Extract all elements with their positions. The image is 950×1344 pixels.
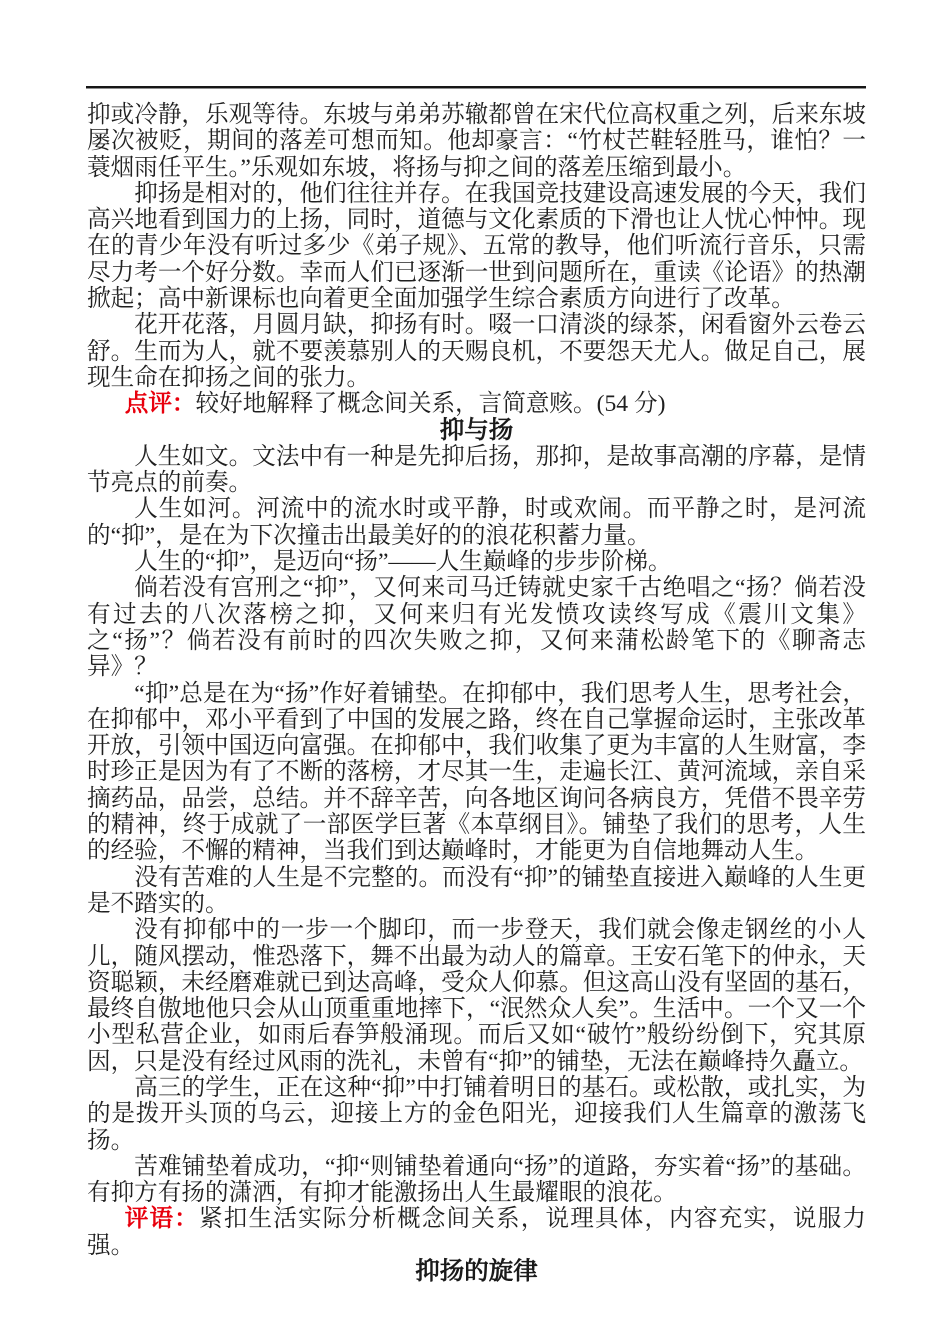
comment-label: 点评： — [124, 391, 196, 418]
essay-paragraph: 苦难铺垫着成功，“抑“则铺垫着通向“扬”的道路，夯实着“扬”的基础。有抑方有扬的潇洒，有抑才能激扬出人生最耀眼的浪花。 — [87, 1153, 866, 1207]
essay-paragraph: 花开花落，月圆月缺，抑扬有时。啜一口清淡的绿茶，闲看窗外云卷云舒。生而为人，就不要羡慕别人的天赐良机，不要怨天尤人。做足自己，展现生命在抑扬之间的张力。 — [87, 312, 866, 391]
essay-paragraph: 抑或冷静，乐观等待。东坡与弟弟苏辙都曾在宋代位高权重之列，后来东坡屡次被贬，期间的落差可想而知。他却豪言：“竹杖芒鞋轻胜马，谁怕？一蓑烟雨任平生。”乐观如东坡，将扬与抑之间的落差压缩到最小。 — [87, 102, 866, 181]
essay-paragraph: 人生如文。文法中有一种是先抑后扬，那抑，是故事高潮的序幕，是情节亮点的前奏。 — [87, 443, 866, 497]
comment-text: 较好地解释了概念间关系，言简意赅。(54 分) — [195, 391, 666, 418]
comment-label: 评语： — [124, 1206, 199, 1233]
essay-title: 抑与扬 — [439, 416, 514, 444]
essay-content — [87, 102, 866, 1285]
essay-title: 抑扬的旋律 — [415, 1258, 538, 1286]
essay-paragraph: 人生的“抑”，是迈向“扬”——人生巅峰的步步阶梯。 — [134, 549, 672, 576]
header-rule — [86, 86, 866, 89]
teacher-comment — [87, 1206, 866, 1259]
essay-paragraph: 抑扬是相对的，他们往往并存。在我国竞技建设高速发展的今天，我们高兴地看到国力的上扬，同时，道德与文化素质的下滑也让人忧心忡忡。现在的青少年没有听过多少《弟子规》、五常的教导，他们听流行音乐，只需尽力考一个好分数。幸而人们已逐渐一世到问题所在，重读《论语》的热潮掀起；高中新课标也向着更全面加强学生综合素质方向进行了改革。 — [87, 180, 866, 313]
comment-text: 紧扣生活实际分析概念间关系，说理具体，内容充实，说服力强。 — [87, 1206, 867, 1259]
essay-paragraph: “抑”总是在为“扬”作好着铺垫。在抑郁中，我们思考人生，思考社会，在抑郁中，邓小平看到了中国的发展之路，终在自己掌握命运时，主张改革开放，引领中国迈向富强。在抑郁中，我们收集了更为丰富的人生财富，李时珍正是因为有了不断的落榜，才尽其一生，走遍长江、黄河流域，亲自采摘药品，品尝，总结。并不辞辛苦，向各地区询问各病良方，凭借不畏辛劳的精神，终于成就了一部医学巨著《本草纲目》。铺垫了我们的思考，人生的经验，不懈的精神，当我们到达巅峰时，才能更为自信地舞动人生。 — [87, 680, 866, 865]
essay-paragraph: 没有抑郁中的一步一个脚印，而一步登天，我们就会像走钢丝的小人儿，随风摆动，惟恐落下，舞不出最为动人的篇章。王安石笔下的仲永，天资聪颖，未经磨难就已到达高峰，受众人仰慕。但这高山没有坚固的基石，最终自傲地他只会从山顶重重地摔下，“泯然众人矣”。生活中。一个又一个小型私营企业，如雨后春笋般涌现。而后又如“破竹”般纷纷倒下，究其原因，只是没有经过风雨的洗礼，未曾有“抑”的铺垫，无法在巅峰持久矗立。 — [87, 917, 866, 1075]
essay-paragraph: 高三的学生，正在这种“抑”中打铺着明日的基石。或松散，或扎实，为的是拨开头顶的乌云，迎接上方的金色阳光，迎接我们人生篇章的激荡飞扬。 — [87, 1074, 866, 1154]
essay-paragraph: 倘若没有宫刑之“抑”，又何来司马迁铸就史家千古绝唱之“扬？倘若没有过去的八次落榜之抑，又何来归有光发愤攻读终写成《震川文集》之“扬”？倘若没有前时的四次失败之抑，又何来蒲松龄笔下的《聊斋志异》？ — [87, 575, 866, 681]
teacher-comment — [87, 391, 866, 417]
essay-paragraph: 没有苦难的人生是不完整的。而没有“抑”的铺垫直接进入巅峰的人生更是不踏实的。 — [87, 864, 866, 917]
essay-paragraph: 人生如河。河流中的流水时或平静，时或欢闹。而平静之时，是河流的“抑”，是在为下次撞击出最美好的的浪花积蓄力量。 — [87, 496, 866, 549]
